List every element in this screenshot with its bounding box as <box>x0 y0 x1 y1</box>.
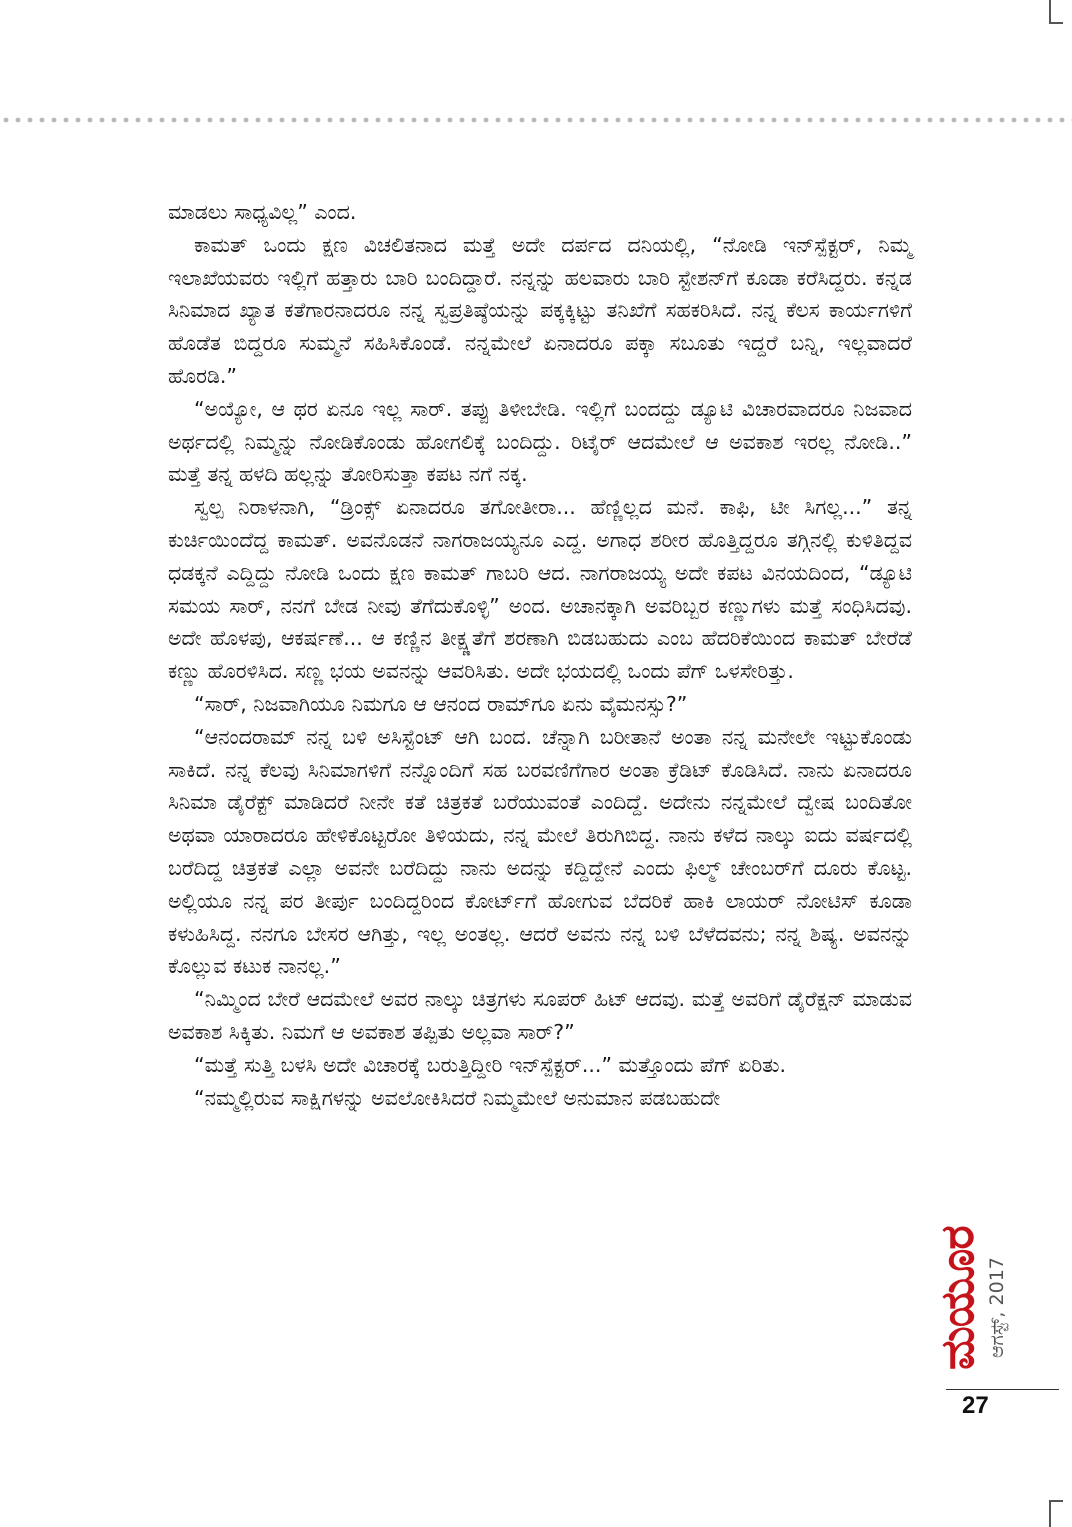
issue-date: ಆಗಸ್ಟ್, 2017 <box>986 1257 1008 1358</box>
paragraph: “ನಿಮ್ಮಿಂದ ಬೇರೆ ಆದಮೇಲೆ ಅವರ ನಾಲ್ಕು ಚಿತ್ರಗಳು ಸೂಪರ್ ಹಿಟ್ ಆದವು. ಮತ್ತೆ ಅವರಿಗೆ ಡೈರೆಕ್ಷನ್ ಮಾಡುವ ಅವಕಾಶ ಸಿಕ್ಕಿತು. ನಿಮಗೆ ಆ ಅವಕಾಶ ತಪ್ಪಿತು ಅಲ್ಲವಾ ಸಾರ್?” <box>168 987 912 1044</box>
paragraph: “ಅಯ್ಯೋ, ಆ ಥರ ಏನೂ ಇಲ್ಲ ಸಾರ್. ತಪ್ಪು ತಿಳೀಬೇಡಿ. ಇಲ್ಲಿಗೆ ಬಂದದ್ದು ಡ್ಯೂಟಿ ವಿಚಾರವಾದರೂ ನಿಜವಾದ ಅರ್ಥದಲ್ಲಿ ನಿಮ್ಮನ್ನು ನೋಡಿಕೊಂಡು ಹೋಗಲಿಕ್ಕೆ ಬಂದಿದ್ದು. ರಿಟೈರ್ ಆದಮೇಲೆ ಆ ಅವಕಾಶ ಇರಲ್ಲ ನೋಡಿ..” ಮತ್ತೆ ತನ್ನ ಹಳದಿ ಹಲ್ಲನ್ನು ತೋರಿಸುತ್ತಾ ಕಪಟ ನಗೆ ನಕ್ಕ. <box>168 396 912 487</box>
magazine-logo: ಮಯೂರ <box>930 1226 984 1370</box>
paragraph: “ನಮ್ಮಲ್ಲಿರುವ ಸಾಕ್ಷಿಗಳನ್ನು ಅವಲೋಕಿಸಿದರೆ ನಿಮ್ಮಮೇಲೆ ಅನುಮಾನ ಪಡಬಹುದೇ <box>194 1085 721 1110</box>
dotted-divider <box>0 117 1072 123</box>
paragraph: ಕಾಮತ್ ಒಂದು ಕ್ಷಣ ವಿಚಲಿತನಾದ ಮತ್ತೆ ಅದೇ ದರ್ಪದ ದನಿಯಲ್ಲಿ, “ನೋಡಿ ಇನ್‌ಸ್ಪೆಕ್ಟರ್, ನಿಮ್ಮ ಇಲಾಖೆಯವರು ಇಲ್ಲಿಗೆ ಹತ್ತಾರು ಬಾರಿ ಬಂದಿದ್ದಾರೆ. ನನ್ನನ್ನು ಹಲವಾರು ಬಾರಿ ಸ್ಟೇಶನ್‌ಗೆ ಕೂಡಾ ಕರೆಸಿದ್ದರು. ಕನ್ನಡ ಸಿನಿಮಾದ ಖ್ಯಾತ ಕತೆಗಾರನಾದರೂ ನನ್ನ ಸ್ವಪ್ರತಿಷ್ಠೆಯನ್ನು ಪಕ್ಕಕ್ಕಿಟ್ಟು ತನಿಖೆಗೆ ಸಹಕರಿಸಿದೆ. ನನ್ನ ಕೆಲಸ ಕಾರ್ಯಗಳಿಗೆ ಹೊಡೆತ ಬಿದ್ದರೂ ಸುಮ್ಮನೆ ಸಹಿಸಿಕೊಂಡೆ. ನನ್ನಮೇಲೆ ಏನಾದರೂ ಪಕ್ಕಾ ಸಬೂತು ಇದ್ದರೆ ಬನ್ನಿ, ಇಲ್ಲವಾದರೆ ಹೊರಡಿ.” <box>168 232 912 388</box>
crop-mark-top <box>1049 0 1063 24</box>
paragraph: “ಸಾರ್, ನಿಜವಾಗಿಯೂ ನಿಮಗೂ ಆ ಆನಂದ ರಾಮ್‌ಗೂ ಏನು ವೈಮನಸ್ಸು?” <box>194 691 688 716</box>
paragraph: ಮಾಡಲು ಸಾಧ್ಯವಿಲ್ಲ” ಎಂದ. <box>168 200 357 224</box>
paragraph: “ಆನಂದರಾಮ್ ನನ್ನ ಬಳಿ ಅಸಿಸ್ಟೆಂಟ್ ಆಗಿ ಬಂದ. ಚೆನ್ನಾಗಿ ಬರೀತಾನೆ ಅಂತಾ ನನ್ನ ಮನೇಲೇ ಇಟ್ಟುಕೊಂಡು ಸಾಕಿದೆ. ನನ್ನ ಕೆಲವು ಸಿನಿಮಾಗಳಿಗೆ ನನ್ನೊಂದಿಗೆ ಸಹ ಬರವಣಿಗೆಗಾರ ಅಂತಾ ಕ್ರೆಡಿಟ್ ಕೊಡಿಸಿದೆ. ನಾನು ಏನಾದರೂ ಸಿನಿಮಾ ಡೈರೆಕ್ಟ್ ಮಾಡಿದರೆ ನೀನೇ ಕತೆ ಚಿತ್ರಕತೆ ಬರೆಯುವಂತೆ ಎಂದಿದ್ದೆ. ಅದೇನು ನನ್ನಮೇಲೆ ದ್ವೇಷ ಬಂದಿತೋ ಅಥವಾ ಯಾರಾದರೂ ಹೇಳಿಕೊಟ್ಟರೋ ತಿಳಿಯದು, ನನ್ನ ಮೇಲೆ ತಿರುಗಿಬಿದ್ದ. ನಾನು ಕಳೆದ ನಾಲ್ಕು ಐದು ವರ್ಷದಲ್ಲಿ ಬರೆದಿದ್ದ ಚಿತ್ರಕತೆ ಎಲ್ಲಾ ಅವನೇ ಬರೆದಿದ್ದು ನಾನು ಅದನ್ನು ಕದ್ದಿದ್ದೇನೆ ಎಂದು ಫಿಲ್ಮ್ ಚೇಂಬರ್‌ಗೆ ದೂರು ಕೊಟ್ಟ. ಅಲ್ಲಿಯೂ ನನ್ನ ಪರ ತೀರ್ಪು ಬಂದಿದ್ದರಿಂದ ಕೋರ್ಟ್‌ಗೆ ಹೋಗುವ ಬೆದರಿಕೆ ಹಾಕಿ ಲಾಯರ್ ನೋಟಿಸ್ ಕೂಡಾ ಕಳುಹಿಸಿದ್ದ. ನನಗೂ ಬೇಸರ ಆಗಿತ್ತು, ಇಲ್ಲ ಅಂತಲ್ಲ. ಆದರೆ ಅವನು ನನ್ನ ಬಳಿ ಬೆಳೆದವನು; ನನ್ನ ಶಿಷ್ಯ. ಅವನನ್ನು ಕೊಲ್ಲುವ ಕಟುಕ ನಾನಲ್ಲ.” <box>168 724 912 979</box>
article-body <box>168 196 912 1114</box>
crop-mark-bottom <box>1049 1500 1063 1527</box>
paragraph: “ಮತ್ತೆ ಸುತ್ತಿ ಬಳಸಿ ಅದೇ ವಿಚಾರಕ್ಕೆ ಬರುತ್ತಿದ್ದೀರಿ ಇನ್‌ಸ್ಪೆಕ್ಟರ್...” ಮತ್ತೊಂದು ಪೆಗ್ ಏರಿತು. <box>194 1052 787 1077</box>
page-number: 27 <box>962 1392 989 1419</box>
page-number-rule <box>946 1389 1059 1390</box>
paragraph: ಸ್ವಲ್ಪ ನಿರಾಳನಾಗಿ, “ಡ್ರಿಂಕ್ಸ್ ಏನಾದರೂ ತಗೋತೀರಾ... ಹೆಣ್ಣಿಲ್ಲದ ಮನೆ. ಕಾಫಿ, ಟೀ ಸಿಗಲ್ಲ...” ತನ್ನ ಕುರ್ಚಿಯಿಂದೆದ್ದ ಕಾಮತ್. ಅವನೊಡನೆ ನಾಗರಾಜಯ್ಯನೂ ಎದ್ದ. ಅಗಾಧ ಶರೀರ ಹೊತ್ತಿದ್ದರೂ ತಗ್ಗಿನಲ್ಲಿ ಕುಳಿತಿದ್ದವ ಧಡಕ್ಕನೆ ಎದ್ದಿದ್ದು ನೋಡಿ ಒಂದು ಕ್ಷಣ ಕಾಮತ್ ಗಾಬರಿ ಆದ. ನಾಗರಾಜಯ್ಯ ಅದೇ ಕಪಟ ವಿನಯದಿಂದ, “ಡ್ಯೂಟಿ ಸಮಯ ಸಾರ್, ನನಗೆ ಬೇಡ ನೀವು ತೆಗೆದುಕೊಳ್ಳಿ” ಅಂದ. ಅಚಾನಕ್ಕಾಗಿ ಅವರಿಬ್ಬರ ಕಣ್ಣುಗಳು ಮತ್ತೆ ಸಂಧಿಸಿದವು. ಅದೇ ಹೊಳಪು, ಆಕರ್ಷಣೆ... ಆ ಕಣ್ಣಿನ ತೀಕ್ಷ್ಣತೆಗೆ ಶರಣಾಗಿ ಬಿಡಬಹುದು ಎಂಬ ಹೆದರಿಕೆಯಿಂದ ಕಾಮತ್ ಬೇರೆಡೆ ಕಣ್ಣು ಹೊರಳಿಸಿದ. ಸಣ್ಣ ಭಯ ಅವನನ್ನು ಆವರಿಸಿತು. ಅದೇ ಭಯದಲ್ಲಿ ಒಂದು ಪೆಗ್ ಒಳಸೇರಿತ್ತು. <box>168 495 912 684</box>
magazine-brand <box>930 1160 1008 1370</box>
